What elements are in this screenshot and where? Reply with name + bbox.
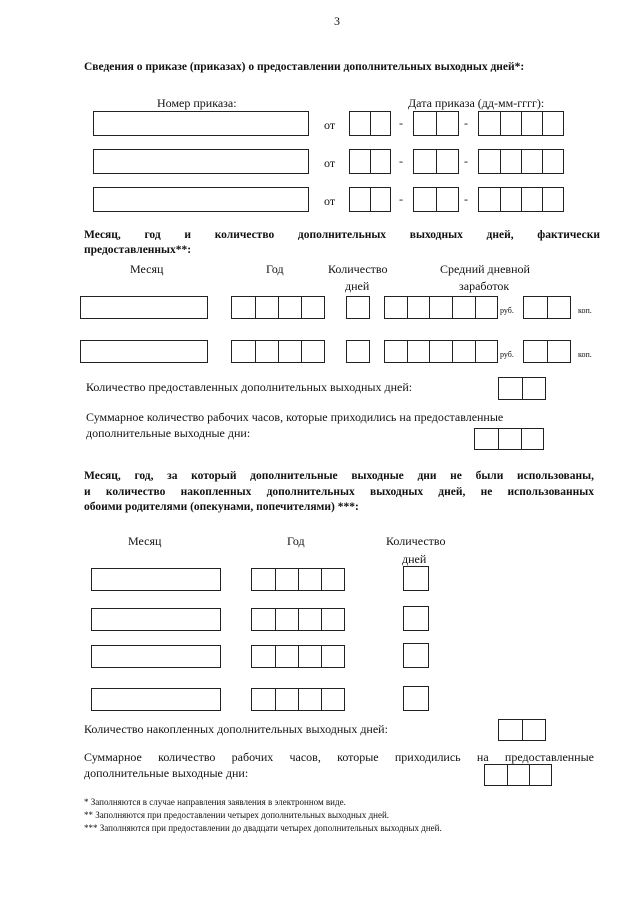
- kop-label: коп.: [578, 306, 592, 315]
- accumulated-days-label: Количество накопленных дополнительных выходных дней:: [84, 722, 388, 736]
- date-dash: -: [464, 116, 468, 130]
- col-month-header: Месяц: [128, 534, 162, 548]
- provided-days-label: Количество предоставленных дополнительных выходных дней:: [86, 380, 413, 394]
- from-label: от: [324, 118, 336, 132]
- order-year-cells[interactable]: [478, 111, 564, 136]
- order-date-label: Дата приказа (дд-мм-гггг):: [408, 96, 545, 110]
- provided-hours-label: Суммарное количество рабочих часов, которые приходились на предоставленные: [86, 410, 504, 424]
- order-day-cells[interactable]: [349, 111, 391, 136]
- accumulated-hours-label: Суммарное количество рабочих часов, которые приходились на предоставленные: [84, 750, 594, 764]
- kop-label: коп.: [578, 350, 592, 359]
- page-number: 3: [334, 14, 340, 28]
- unused-days-cell[interactable]: [403, 643, 429, 668]
- unused-month-field[interactable]: [91, 568, 221, 591]
- order-day-cells[interactable]: [349, 187, 391, 212]
- unused-days-cell[interactable]: [403, 686, 429, 711]
- from-label: от: [324, 194, 336, 208]
- date-dash: -: [399, 116, 403, 130]
- col-count-header-2: дней: [402, 552, 427, 566]
- unused-month-field[interactable]: [91, 608, 221, 631]
- section1-title: Сведения о приказе (приказах) о предоставлении дополнительных выходных дней*:: [84, 61, 525, 73]
- footnote: * Заполняются в случае направления заявления в электронном виде.: [84, 797, 346, 807]
- month-field[interactable]: [80, 296, 208, 319]
- footnote: ** Заполняются при предоставлении четырех дополнительных выходных дней.: [84, 810, 390, 820]
- order-day-cells[interactable]: [349, 149, 391, 174]
- unused-year-cells[interactable]: [251, 645, 345, 668]
- unused-days-cell[interactable]: [403, 606, 429, 631]
- col-count-header-2: дней: [345, 279, 370, 293]
- section2-title-cont: предоставленных**:: [84, 244, 192, 256]
- days-cell[interactable]: [346, 296, 370, 319]
- section2-title: Месяц, год и количество дополнительных выходных дней, фактически: [84, 229, 600, 241]
- date-dash: -: [399, 154, 403, 168]
- order-number-field[interactable]: [93, 187, 309, 212]
- order-month-cells[interactable]: [413, 187, 459, 212]
- unused-days-cell[interactable]: [403, 566, 429, 591]
- unused-year-cells[interactable]: [251, 608, 345, 631]
- order-month-cells[interactable]: [413, 111, 459, 136]
- col-year-header: Год: [287, 534, 305, 548]
- order-year-cells[interactable]: [478, 149, 564, 174]
- section3-title: Месяц, год, за который дополнительные выходные дни не были использованы,: [84, 470, 594, 482]
- month-field[interactable]: [80, 340, 208, 363]
- provided-hours-label-2: дополнительные выходные дни:: [86, 426, 251, 440]
- date-dash: -: [464, 192, 468, 206]
- rub-label: руб.: [500, 350, 514, 359]
- days-cell[interactable]: [346, 340, 370, 363]
- date-dash: -: [464, 154, 468, 168]
- provided-days-cells[interactable]: [498, 377, 546, 400]
- accumulated-hours-cells[interactable]: [484, 764, 552, 786]
- order-month-cells[interactable]: [413, 149, 459, 174]
- accumulated-hours-label-2: дополнительные выходные дни:: [84, 766, 249, 780]
- section3-title-3: обоими родителями (опекунами, попечителями) ***:: [84, 501, 359, 513]
- unused-month-field[interactable]: [91, 645, 221, 668]
- accumulated-days-cells[interactable]: [498, 719, 546, 741]
- provided-hours-cells[interactable]: [474, 428, 544, 450]
- order-number-field[interactable]: [93, 111, 309, 136]
- order-year-cells[interactable]: [478, 187, 564, 212]
- date-dash: -: [399, 192, 403, 206]
- order-number-label: Номер приказа:: [157, 96, 237, 110]
- unused-month-field[interactable]: [91, 688, 221, 711]
- kop-cells[interactable]: [523, 296, 571, 319]
- col-earnings-header: Средний дневной: [440, 262, 530, 276]
- section3-title-2: и количество накопленных дополнительных выходных дней, не использованных: [84, 486, 594, 498]
- rub-label: руб.: [500, 306, 514, 315]
- unused-year-cells[interactable]: [251, 688, 345, 711]
- footnote: *** Заполняются при предоставлении до двадцати четырех дополнительных выходных дней.: [84, 823, 442, 833]
- col-count-header: Количество: [386, 534, 446, 548]
- rub-cells[interactable]: [384, 340, 498, 363]
- col-month-header: Месяц: [130, 262, 164, 276]
- unused-year-cells[interactable]: [251, 568, 345, 591]
- col-earnings-header-2: заработок: [459, 279, 510, 293]
- rub-cells[interactable]: [384, 296, 498, 319]
- order-number-field[interactable]: [93, 149, 309, 174]
- from-label: от: [324, 156, 336, 170]
- year-cells[interactable]: [231, 296, 325, 319]
- col-year-header: Год: [266, 262, 284, 276]
- kop-cells[interactable]: [523, 340, 571, 363]
- col-count-header: Количество: [328, 262, 388, 276]
- year-cells[interactable]: [231, 340, 325, 363]
